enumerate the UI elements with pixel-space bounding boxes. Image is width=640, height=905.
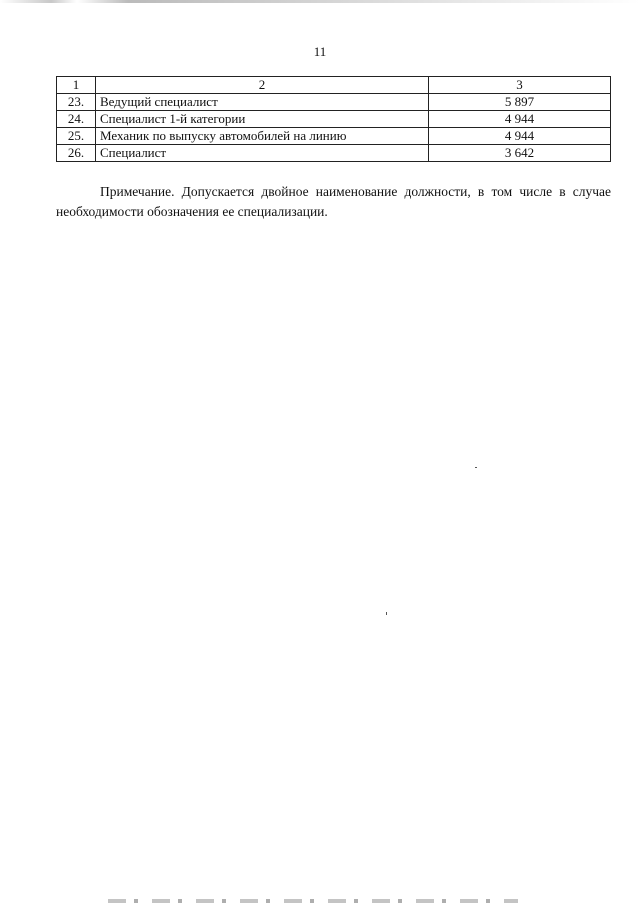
position-value: 4 944 [429,128,611,145]
scan-top-edge [0,0,640,3]
table-header-row [57,77,611,94]
note-paragraph: Примечание. Допускается двойное наименование должности, в том числе в случае необходимости обозначения ее специализации. [56,184,611,219]
table-row [57,145,611,162]
position-value: 3 642 [429,145,611,162]
table-row [57,94,611,111]
position-value: 5 897 [429,94,611,111]
position-name: Специалист 1-й категории [96,111,429,128]
scan-speck [475,467,477,468]
column-header-value: 3 [429,77,611,94]
row-number: 26. [57,145,96,162]
page-number: 11 [313,44,327,59]
table-row [57,128,611,145]
position-name: Ведущий специалист [96,94,429,111]
row-number: 25. [57,128,96,145]
position-name: Специалист [96,145,429,162]
position-name: Механик по выпуску автомобилей на линию [96,128,429,145]
column-header-name: 2 [96,77,429,94]
scan-bottom-edge [108,899,518,903]
row-number: 23. [57,94,96,111]
position-value: 4 944 [429,111,611,128]
positions-table [56,76,611,162]
scan-speck [386,612,387,615]
column-header-number: 1 [57,77,96,94]
table-row [57,111,611,128]
row-number: 24. [57,111,96,128]
